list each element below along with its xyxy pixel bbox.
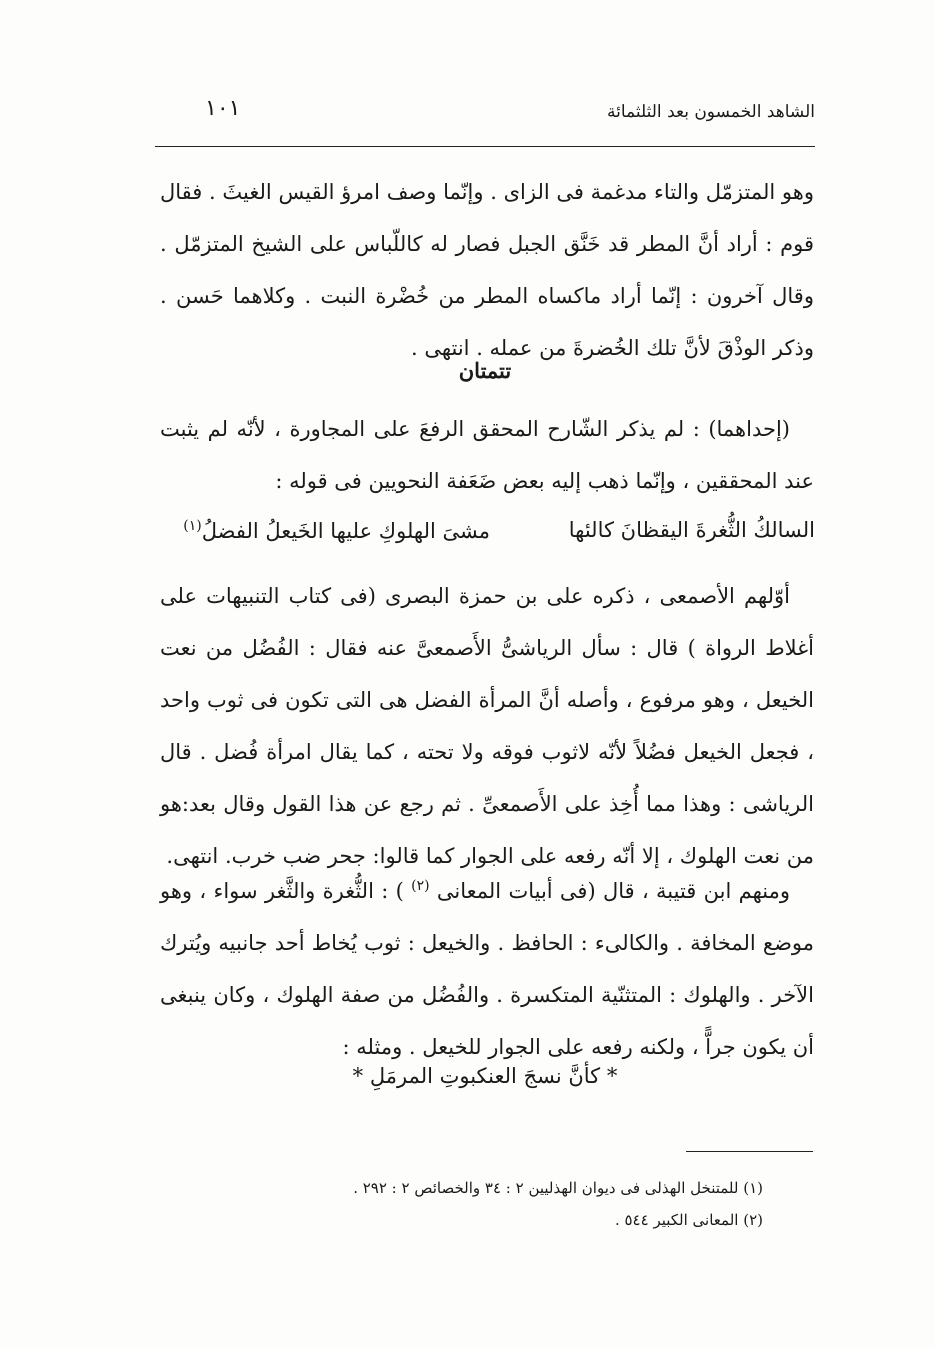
paragraph-4	[160, 860, 814, 1073]
footnote-2: (٢) المعانى الكبير ٥٤٤ .	[614, 1211, 763, 1229]
footnote-ref-1: (١)	[183, 518, 202, 534]
verse-hemistich-2-text: مشىَ الهلوكِ عليها الخَيعلُ الفضلُ	[201, 519, 490, 543]
paragraph-3	[160, 570, 814, 882]
verse-hemistich-2	[183, 518, 490, 543]
verse-line	[140, 512, 815, 562]
paragraph-1	[160, 166, 814, 374]
page-header	[155, 96, 815, 130]
quoted-verse: * كأنَّ نسجَ العنكبوتِ المرمَلِ *	[352, 1064, 618, 1088]
header-rule	[155, 146, 815, 147]
footnotes	[260, 1172, 763, 1236]
paragraph-4-start: ومنهم ابن قتيبة ، قال (فى أبيات المعانى	[436, 879, 790, 903]
paragraph-1-text: وهو المتزمّل والتاء مدغمة فى الزاى . وإنّما وصف امرؤ القيس الغيثَ . فقال قوم : أراد أنَّ المطر قد خَنَّق الجبل فصار له كاللّباس على الشيخ المتزمّل . وقال آخرون : إنّما أراد ماكساه المطر من خُضْرة النبت . وكلاهما حَسن . وذكر الوذْقَ لأنَّ تلك الخُضرةَ من عمله . انتهى .	[160, 180, 814, 360]
paragraph-3-text: أوّلهم الأصمعى ، ذكره على بن حمزة البصرى (فى كتاب التنبيهات على أغلاط الرواة ) قال : سأل الرياشىُّ الأَصمعىَّ عنه فقال : الفُضُل من نعت الخيعل ، وهو مرفوع ، وأصله أنَّ المرأة الفضل هى التى تكون فى ثوب واحد ، فجعل الخيعل فضُلاً لأنّه لاثوب فوقه ولا تحته ، كما يقال امرأة فُضل . قال الرياشى : وهذا مما أُخِذ على الأَصمعىِّ . ثم رجع عن هذا القول وقال بعد:هو من نعت الهلوك ، إلا أنّه رفعه على الجوار كما قالوا: جحر ضب خرب. انتهى.	[160, 584, 814, 868]
running-title: الشاهد الخمسون بعد الثلثمائة	[607, 102, 815, 122]
section-heading: تتمتان	[458, 358, 512, 383]
paragraph-4-end: ) : الثُّغرة والثَّغر سواء ، وهو موضع المخافة . والكالىء : الحافظ . والخيعل : ثوب يُخاط أحد جانبيه ويُترك الآخر . والهلوك : المتثنّية المتكسرة . والفُضُل من صفة الهلوك ، وكان ينبغى أن يكون جراًّ ، ولكنه رفعه على الجوار للخيعل . ومثله :	[160, 879, 814, 1059]
page-number: ١٠١	[205, 96, 241, 121]
paragraph-2-text: (إحداهما) : لم يذكر الشّارح المحقق الرفعَ على المجاورة ، لأنّه لم يثبت عند المحققين ، وإنّما ذهب إليه بعض ضَعَفة النحويين فى قوله :	[160, 417, 814, 493]
footnote-1: (١) للمتنخل الهذلى فى ديوان الهذليين ٢ : ٣٤ والخصائص ٢ : ٢٩٢ .	[353, 1179, 763, 1197]
footnote-ref-2: (٢)	[411, 878, 430, 894]
paragraph-2	[160, 403, 814, 507]
footnote-rule	[686, 1151, 813, 1152]
verse-hemistich-1: السالكُ الثُّغرةَ اليقظانَ كالئها	[568, 518, 815, 542]
